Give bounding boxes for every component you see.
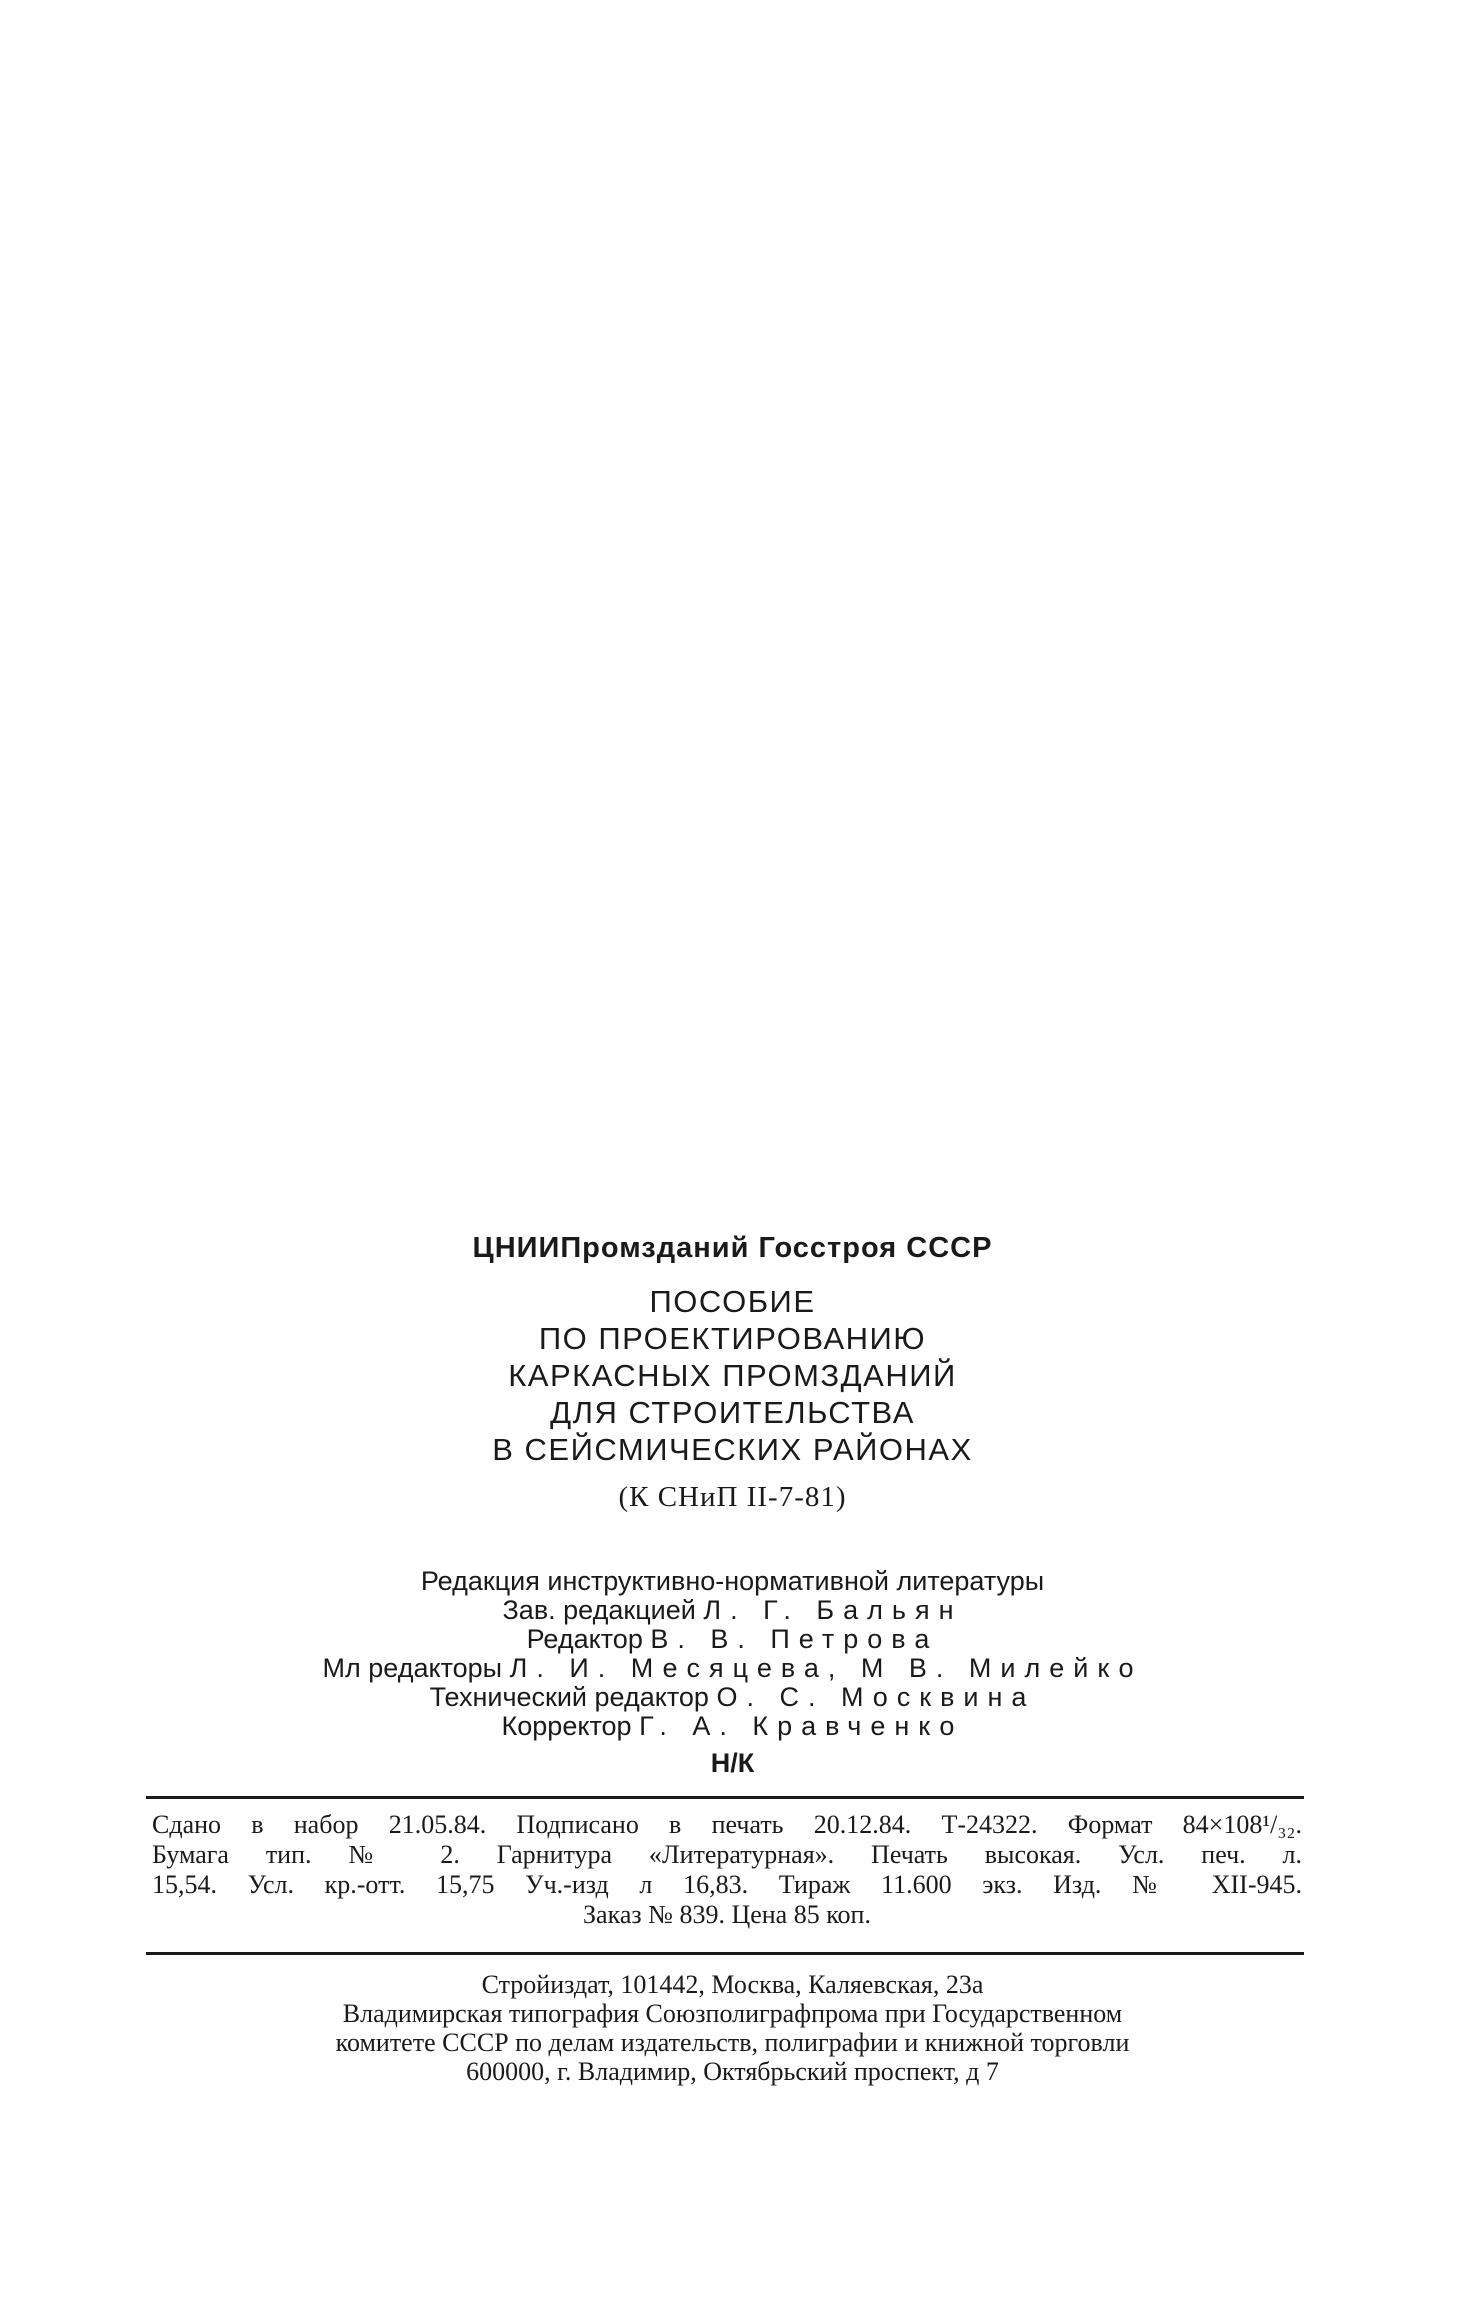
- title-line: КАРКАСНЫХ ПРОМЗДАНИЙ: [508, 1358, 957, 1393]
- staff-junior-editors: [0, 1654, 1465, 1683]
- staff-proof-role: Корректор: [501, 1711, 632, 1741]
- staff-tech-editor: [0, 1683, 1465, 1712]
- snip-reference: (К СНиП II-7-81): [618, 1481, 847, 1513]
- publisher-line: Владимирская типография Союзполиграфпрома при Государственном: [342, 1999, 1123, 2028]
- nk-mark: Н/К: [710, 1748, 755, 1778]
- imprint-line: Сдано в набор 21.05.84. Подписано в печать 20.12.84. Т-24322. Формат 84×108¹/₃₂.: [152, 1810, 1302, 1839]
- book-title: [0, 1283, 1465, 1468]
- publisher-info: [0, 1970, 1465, 2086]
- title-line: ДЛЯ СТРОИТЕЛЬСТВА: [550, 1395, 915, 1430]
- staff-head: [0, 1596, 1465, 1625]
- publisher-line: Стройиздат, 101442, Москва, Каляевская, 23а: [481, 1970, 984, 1999]
- staff-proofreader: [0, 1712, 1465, 1741]
- staff-junior-role: Мл редакторы: [322, 1653, 503, 1683]
- imprint-line: Заказ № 839. Цена 85 коп.: [583, 1900, 871, 1929]
- editorial-staff: [0, 1567, 1465, 1741]
- staff-tech-role: Технический редактор: [429, 1682, 709, 1712]
- print-imprint: [152, 1810, 1302, 1930]
- title-line: В СЕЙСМИЧЕСКИХ РАЙОНАХ: [492, 1432, 973, 1467]
- staff-head-role: Зав. редакцией: [502, 1595, 696, 1625]
- title-line: ПОСОБИЕ: [649, 1284, 816, 1319]
- staff-proof-name: Г. А. Кравченко: [639, 1711, 964, 1741]
- organization-name: ЦНИИПромзданий Госстроя СССР: [472, 1232, 993, 1264]
- staff-head-name: Л. Г. Бальян: [703, 1595, 963, 1625]
- staff-department: Редакция инструктивно-нормативной литературы: [420, 1566, 1045, 1596]
- imprint-line: 15,54. Усл. кр.-отт. 15,75 Уч.-изд л 16,83. Тираж 11.600 экз. Изд. № XII-945.: [152, 1870, 1302, 1899]
- staff-editor-role: Редактор: [526, 1624, 643, 1654]
- staff-tech-name: О. С. Москвина: [716, 1682, 1036, 1712]
- publisher-line: 600000, г. Владимир, Октябрьский проспект, д 7: [466, 2057, 999, 2086]
- divider-top: [146, 1796, 1304, 1799]
- staff-editor: [0, 1625, 1465, 1654]
- title-line: ПО ПРОЕКТИРОВАНИЮ: [538, 1321, 927, 1356]
- staff-junior-names: Л. И. Месяцева, М В. Милейко: [509, 1653, 1143, 1683]
- divider-bottom: [146, 1952, 1304, 1955]
- staff-editor-name: В. В. Петрова: [650, 1624, 939, 1654]
- publisher-line: комитете СССР по делам издательств, полиграфии и книжной торговли: [335, 2028, 1130, 2057]
- imprint-line: Бумага тип. № 2. Гарнитура «Литературная». Печать высокая. Усл. печ. л.: [152, 1840, 1302, 1869]
